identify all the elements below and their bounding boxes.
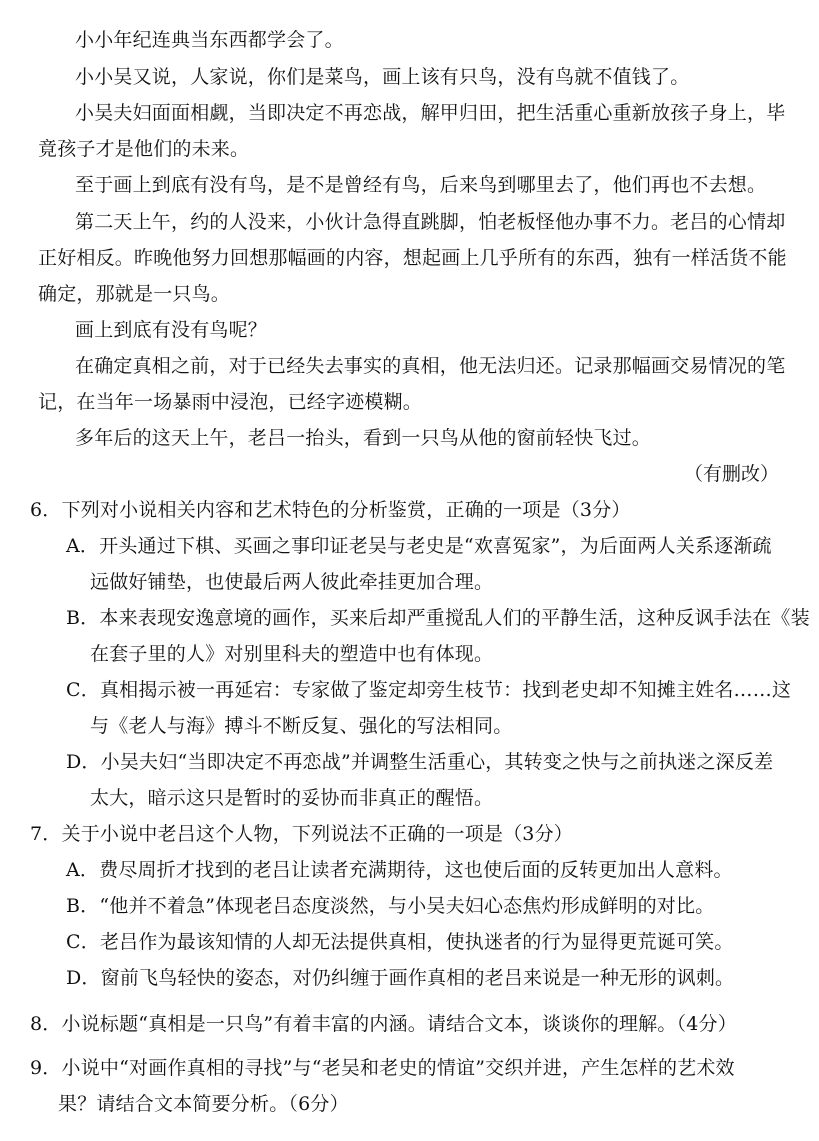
question-9-stem-line-1 [30,1056,735,1080]
question-8-stem-line [30,1012,737,1036]
question-number: 7． [30,823,62,845]
question-stem: 小说标题“真相是一只鸟”有着丰富的内涵。请结合文本，谈谈你的理解。（4分） [61,1013,737,1035]
option-c-line-2: 与《老人与海》搏斗不断反复、强化的写法相同。 [90,715,513,737]
option-label-d: D． [66,751,101,773]
passage-line: 第二天上午，约的人没来，小伙计急得直跳脚，怕老板怪他办事不力。老吕的心情却 [75,211,786,233]
option-d-line-1 [66,966,734,990]
question-stem: 下列对小说相关内容和艺术特色的分析鉴赏，正确的一项是（3分） [61,499,631,521]
question-stem: 关于小说中老吕这个人物，下列说法不正确的一项是（3分） [61,823,573,845]
question-6-stem-line [30,498,631,522]
option-label-d: D． [66,967,101,989]
passage-line: 小吴夫妇面面相觑，当即决定不再恋战，解甲归田，把生活重心重新放孩子身上，毕 [75,102,786,124]
option-label-a: A． [66,535,100,557]
option-label-c: C． [66,679,100,701]
passage-line: 正好相反。昨晚他努力回想那幅画的内容，想起画上几乎所有的东西，独有一样活货不能 [38,247,787,269]
source-note: （有删改） [684,463,780,485]
option-d-line-2: 太大，暗示这只是暂时的妥协而非真正的醒悟。 [90,787,494,809]
question-7-stem-line [30,822,573,846]
option-b-line-2: 在套子里的人》对别里科夫的塑造中也有体现。 [90,643,494,665]
option-c-line-1 [66,678,791,702]
option-label-b: B． [66,895,100,917]
passage-line: 记，在当年一场暴雨中浸泡，已经字迹模糊。 [38,391,423,413]
option-text: 小吴夫妇“当即决定不再恋战”并调整生活重心，其转变之快与之前执迷之深反差 [100,751,774,773]
option-text: 本来表现安逸意境的画作，买来后却严重搅乱人们的平静生活，这种反讽手法在《装 [99,607,810,629]
option-label-c: C． [66,931,100,953]
option-a-line-1 [66,858,733,882]
option-a-line-1 [66,534,772,558]
question-stem: 小说中“对画作真相的寻找”与“老吴和老史的情谊”交织并进，产生怎样的艺术效 [61,1057,735,1079]
option-label-b: B． [66,607,100,629]
option-b-line-1 [66,606,810,630]
option-c-line-1 [66,930,734,954]
question-number: 9． [30,1057,62,1079]
option-label-a: A． [66,859,100,881]
passage-line: 画上到底有没有鸟呢？ [75,319,268,341]
passage-line: 多年后的这天上午，老吕一抬头，看到一只鸟从他的窗前轻快飞过。 [75,427,652,449]
passage-line: 在确定真相之前，对于已经失去事实的真相，他无法归还。记录那幅画交易情况的笔 [75,355,786,377]
question-9-stem-line-2: 果？请结合文本简要分析。（6分） [58,1093,349,1115]
option-text: 真相揭示被一再延宕：专家做了鉴定却旁生枝节：找到老史却不知摊主姓名……这 [99,679,792,701]
question-number: 8． [30,1013,62,1035]
passage-line: 小小吴又说，人家说，你们是菜鸟，画上该有只鸟，没有鸟就不值钱了。 [75,66,690,88]
option-a-line-2: 远做好铺垫，也使最后两人彼此牵挂更加合理。 [90,571,494,593]
option-text: 费尽周折才找到的老吕让读者充满期待，这也使后面的反转更加出人意料。 [99,859,733,881]
question-number: 6． [30,499,62,521]
option-text: 窗前飞鸟轻快的姿态，对仍纠缠于画作真相的老吕来说是一种无形的讽刺。 [100,967,735,989]
passage-line: 小小年纪连典当东西都学会了。 [75,29,344,51]
option-text: “他并不着急”体现老吕态度淡然，与小吴夫妇心态焦灼形成鲜明的对比。 [99,895,715,917]
passage-line: 至于画上到底有没有鸟，是不是曾经有鸟，后来鸟到哪里去了，他们再也不去想。 [75,174,767,196]
passage-line: 竟孩子才是他们的未来。 [38,138,250,160]
option-text: 老吕作为最该知情的人却无法提供真相，使执迷者的行为显得更荒诞可笑。 [99,931,734,953]
option-d-line-1 [66,750,773,774]
option-text: 开头通过下棋、买画之事印证老吴与老史是“欢喜冤家”，为后面两人关系逐渐疏 [99,535,772,557]
passage-line: 确定，那就是一只鸟。 [38,283,231,305]
option-b-line-1 [66,894,714,918]
